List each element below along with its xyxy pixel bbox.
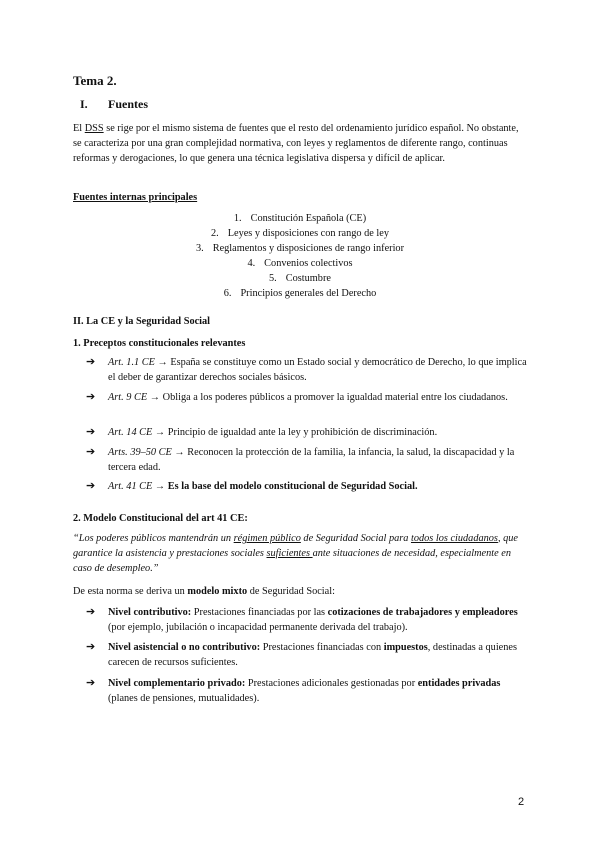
nivel-description: (planes de pensiones, mutualidades). (108, 693, 260, 704)
nivel-bullet (86, 640, 528, 670)
intro-text-rest: se rige por el mismo sistema de fuentes que el resto del ordenamiento jurídico español. No obstante, se caracteriza por una gran complejidad normativa, con leyes y reglamentos de diferente rango, continuas reformas y derogaciones, lo que genera una técnica legislativa dispersa y difícil de aplicar. (73, 123, 519, 164)
article-separator: → (152, 481, 168, 492)
nivel-bold: impuestos (383, 642, 428, 653)
modelo-mixto-intro (73, 584, 335, 599)
chapter-title: Tema 2. (73, 73, 117, 88)
nivel-bullet (86, 605, 528, 635)
subsection-heading-preceptos: 1. Preceptos constitucionales relevantes (73, 338, 246, 349)
quote-emphasis: suficientes (266, 548, 313, 559)
section-title: Fuentes (108, 97, 148, 111)
arrow-bullet-icon: ➔ (86, 391, 96, 403)
quote-text: “Los poderes públicos mantendrán un (73, 533, 234, 544)
source-item (130, 226, 470, 241)
nivel-description: Prestaciones financiadas con (260, 642, 384, 653)
page-number: 2 (518, 796, 525, 808)
intro-paragraph (73, 121, 525, 166)
article-separator: → (152, 427, 168, 438)
source-number: 2. (210, 228, 219, 239)
arrow-bullet-icon: ➔ (86, 446, 96, 458)
article-text (108, 479, 528, 494)
nivel-bullet (86, 676, 528, 706)
article-description: Principio de igualdad ante la ley y prohibición de discriminación. (167, 427, 438, 438)
article-bullet (86, 425, 528, 440)
quote-text: ante situaciones de necesidad, especialmente en caso de desempleo.” (73, 548, 511, 574)
quote-emphasis: régimen público (233, 533, 301, 544)
article-bullet (86, 445, 528, 475)
arrow-bullet-icon: ➔ (86, 480, 96, 492)
nivel-description: (por ejemplo, jubilación o incapacidad permanente derivada del trabajo). (108, 622, 408, 633)
article-bullet (86, 390, 528, 405)
source-item (130, 256, 470, 271)
article-bullet (86, 479, 528, 494)
source-text: Reglamentos y disposiciones de rango inferior (212, 243, 405, 254)
quote-text: , que garantice la asistencia y prestaciones sociales (73, 533, 518, 559)
source-text: Costumbre (285, 273, 331, 284)
arrow-bullet-icon: ➔ (86, 356, 96, 368)
article-description: España se constituye como un Estado social y democrático de Derecho, lo que implica el deber de garantizar derechos sociales básicos. (108, 357, 527, 383)
arrow-bullet-icon: ➔ (86, 606, 96, 618)
quote-text: de Seguridad Social para (300, 533, 411, 544)
modelo-mixto-bold: modelo mixto (187, 586, 248, 597)
source-number: 1. (233, 213, 242, 224)
source-item (130, 241, 470, 256)
article-description: Obliga a los poderes públicos a promover la igualdad material entre los ciudadanos. (162, 392, 508, 403)
source-number: 3. (195, 243, 204, 254)
arrow-bullet-icon: ➔ (86, 677, 96, 689)
nivel-text (108, 605, 528, 635)
section-heading-fuentes (80, 97, 148, 112)
article-text (108, 425, 528, 440)
intro-text-start: El (73, 123, 85, 134)
article-separator: → (147, 392, 163, 403)
article-separator: → (154, 357, 171, 368)
nivel-description: , destinadas a quienes carecen de recursos suficientes. (108, 642, 517, 668)
section-heading-ce: II. La CE y la Seguridad Social (73, 316, 211, 327)
source-text: Principios generales del Derecho (240, 288, 377, 299)
arrow-bullet-icon: ➔ (86, 641, 96, 653)
nivel-heading: Nivel contributivo: (108, 607, 192, 618)
nivel-bold: cotizaciones de trabajadores y empleadores (327, 607, 518, 618)
section-numeral: I. (80, 97, 88, 111)
source-number: 5. (269, 273, 277, 284)
source-item (130, 286, 470, 301)
article-description: Reconocen la protección de la familia, la infancia, la salud, la discapacidad y la tercera edad. (108, 447, 515, 473)
article-separator: → (171, 447, 188, 458)
dss-abbreviation: DSS (84, 123, 104, 134)
intro-text: de Seguridad Social: (247, 586, 335, 597)
nivel-heading: Nivel complementario privado: (108, 678, 246, 689)
article-ref: Arts. 39–50 CE (108, 447, 172, 458)
nivel-description: Prestaciones financiadas por las (191, 607, 328, 618)
source-number: 4. (247, 258, 256, 269)
article-41-quote (73, 531, 525, 576)
nivel-text (108, 676, 528, 706)
article-ref: Art. 9 CE (108, 392, 148, 403)
nivel-heading: Nivel asistencial o no contributivo: (108, 642, 261, 653)
article-text (108, 355, 528, 385)
article-bullet (86, 355, 528, 385)
quote-emphasis: todos los ciudadanos (410, 533, 498, 544)
article-ref: Art. 41 CE (108, 481, 153, 492)
arrow-bullet-icon: ➔ (86, 426, 96, 438)
source-number: 6. (223, 288, 232, 299)
intro-text: De esta norma se deriva un (73, 586, 188, 597)
nivel-description: Prestaciones adicionales gestionadas por (245, 678, 418, 689)
article-text (108, 390, 528, 405)
source-text: Convenios colectivos (264, 258, 353, 269)
article-ref: Art. 14 CE (108, 427, 153, 438)
source-item (130, 271, 470, 286)
article-description: Es la base del modelo constitucional de Seguridad Social. (167, 481, 418, 492)
nivel-bold: entidades privadas (417, 678, 501, 689)
source-text: Constitución Española (CE) (250, 213, 367, 224)
article-ref: Art. 1.1 CE (108, 357, 155, 368)
subsection-heading-modelo: 2. Modelo Constitucional del art 41 CE: (73, 513, 248, 524)
article-text (108, 445, 528, 475)
source-item (130, 211, 470, 226)
internal-sources-heading: Fuentes internas principales (73, 192, 198, 203)
nivel-text (108, 640, 528, 670)
sources-list (130, 211, 470, 301)
source-text: Leyes y disposiciones con rango de ley (227, 228, 389, 239)
